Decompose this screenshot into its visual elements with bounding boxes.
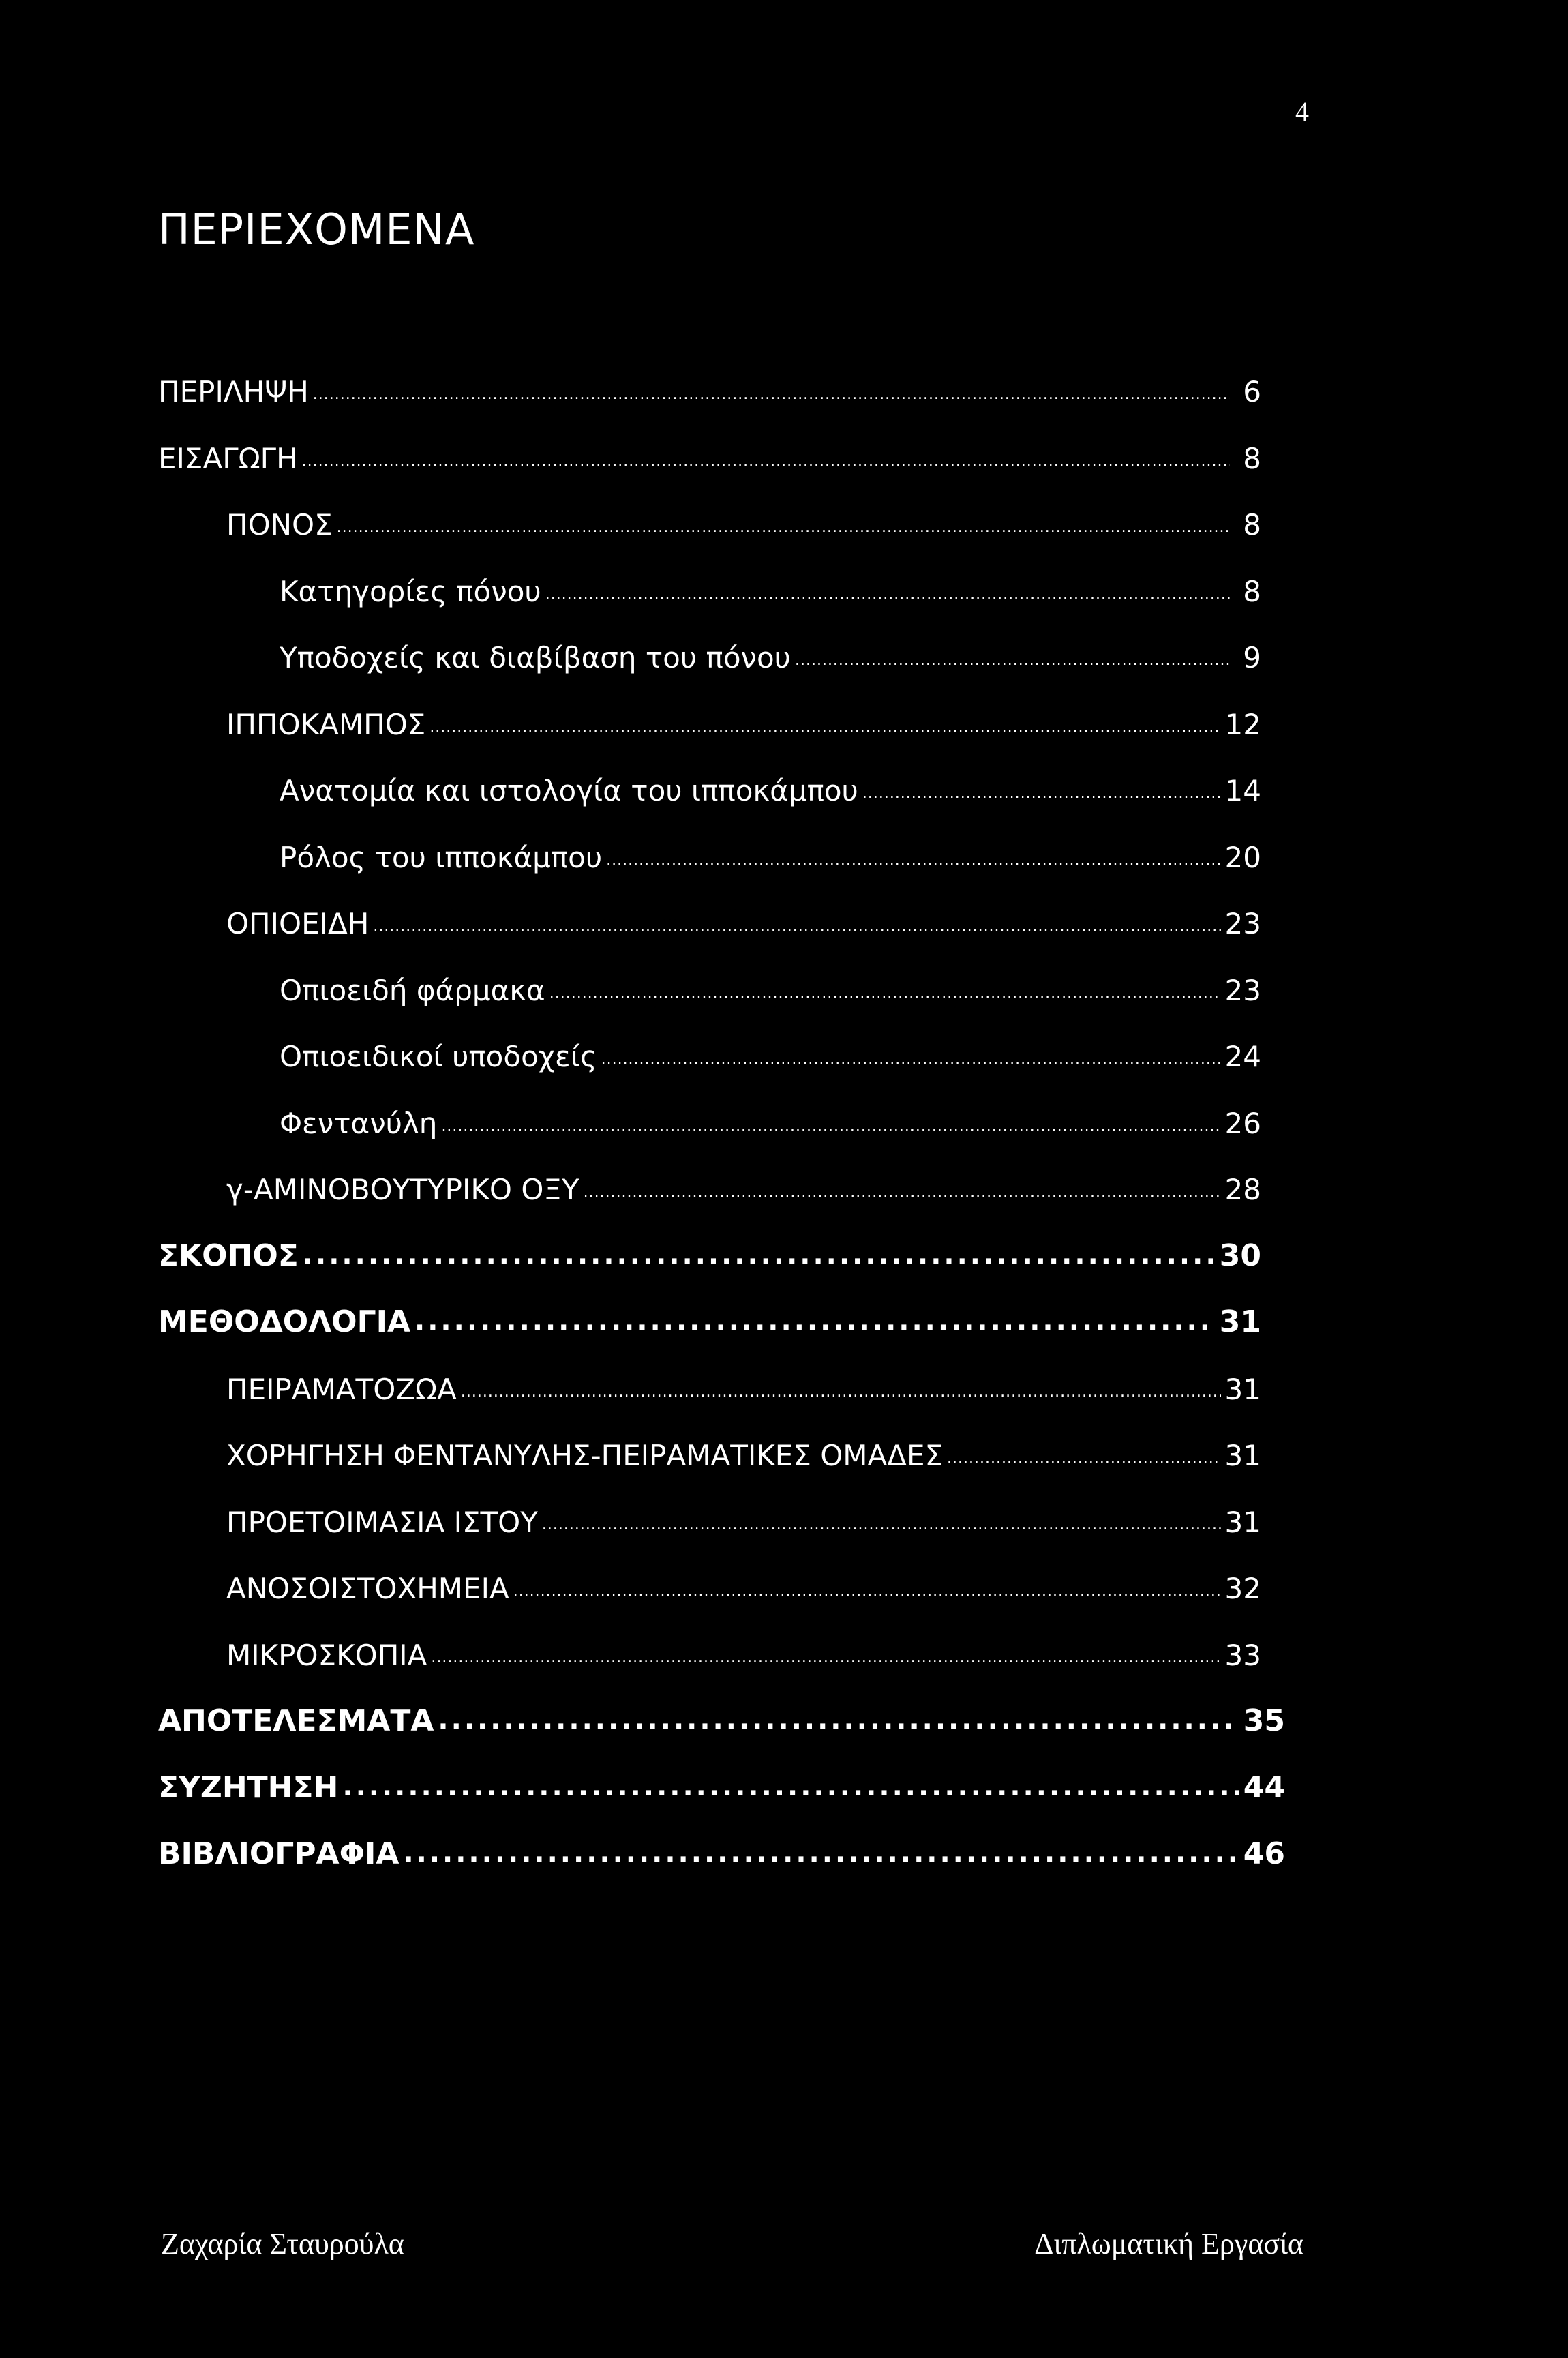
toc-leader-dots xyxy=(795,631,1230,674)
toc-entry[interactable] xyxy=(158,1296,1261,1339)
toc-entry-label: ΧΟΡΗΓΗΣΗ ΦΕΝΤΑΝΥΛΗΣ-ΠΕΙΡΑΜΑΤΙΚΕΣ ΟΜΑΔΕΣ xyxy=(226,1439,944,1472)
page-number: 4 xyxy=(1295,96,1309,127)
toc-entry-label: ΠΡΟΕΤΟΙΜΑΣΙΑ ΙΣΤΟΥ xyxy=(226,1506,538,1539)
toc-leader-dots xyxy=(545,565,1230,608)
toc-entry-label: Οπιοειδή φάρμακα xyxy=(280,974,545,1007)
toc-entry-page: 8 xyxy=(1243,575,1261,608)
toc-entry-label: Ρόλος του ιπποκάμπου xyxy=(280,841,603,874)
toc-leader-dots xyxy=(542,1495,1221,1539)
toc-entry-page: 9 xyxy=(1243,641,1261,674)
toc-leader-dots xyxy=(438,1695,1239,1738)
toc-entry[interactable] xyxy=(226,1362,1261,1406)
toc-entry[interactable] xyxy=(280,831,1261,874)
toc-entry[interactable] xyxy=(226,1562,1261,1605)
toc-entry-label: Ανατομία και ιστολογία του ιπποκάμπου xyxy=(280,774,858,807)
toc-entry-page: 8 xyxy=(1243,442,1261,475)
toc-entry[interactable] xyxy=(226,498,1261,541)
toc-entry-label: Υποδοχείς και διαβίβαση του πόνου xyxy=(280,641,791,674)
toc-leader-dots xyxy=(414,1296,1216,1339)
toc-leader-dots xyxy=(461,1362,1221,1406)
toc-entry-page: 32 xyxy=(1224,1572,1261,1605)
toc-entry-label: ΒΙΒΛΙΟΓΡΑΦΙΑ xyxy=(158,1836,399,1871)
toc-entry[interactable] xyxy=(226,1163,1261,1206)
toc-entry[interactable] xyxy=(280,631,1261,674)
toc-entry-page: 6 xyxy=(1243,375,1261,408)
toc-leader-dots xyxy=(303,1229,1216,1273)
toc-entry-label: Οπιοειδικοί υποδοχείς xyxy=(280,1040,597,1073)
toc-entry-page: 23 xyxy=(1224,974,1261,1007)
footer-document-title: Διπλωματική Εργασία xyxy=(1034,2227,1303,2260)
toc-leader-dots xyxy=(429,698,1220,741)
toc-entry-page: 20 xyxy=(1224,841,1261,874)
toc-entry[interactable] xyxy=(226,1628,1261,1672)
toc-entry-label: ΑΠΟΤΕΛΕΣΜΑΤΑ xyxy=(158,1703,434,1738)
toc-entry-label: Φεντανύλη xyxy=(280,1107,438,1140)
toc-entry-page: 35 xyxy=(1243,1703,1285,1738)
toc-entry-page: 30 xyxy=(1219,1238,1261,1273)
toc-leader-dots xyxy=(601,1030,1221,1073)
toc-entry[interactable] xyxy=(226,897,1261,940)
toc-entry[interactable] xyxy=(280,565,1261,608)
toc-leader-dots xyxy=(513,1562,1221,1605)
toc-entry-page: 26 xyxy=(1224,1107,1261,1140)
toc-entry[interactable] xyxy=(158,432,1261,475)
toc-leader-dots xyxy=(441,1096,1220,1140)
toc-entry-page: 31 xyxy=(1224,1506,1261,1539)
toc-leader-dots xyxy=(373,897,1220,940)
toc-leader-dots xyxy=(337,498,1230,541)
toc-entry-page: 31 xyxy=(1224,1439,1261,1472)
toc-entry-page: 44 xyxy=(1243,1770,1285,1805)
toc-entry-page: 12 xyxy=(1224,708,1261,741)
page-title: ΠΕΡΙΕΧΟΜΕΝΑ xyxy=(158,205,475,254)
toc-entry-page: 31 xyxy=(1224,1373,1261,1406)
toc-entry[interactable] xyxy=(226,698,1261,741)
toc-entry-page: 14 xyxy=(1224,774,1261,807)
toc-entry[interactable] xyxy=(280,764,1261,807)
toc-leader-dots xyxy=(431,1628,1220,1672)
toc-leader-dots xyxy=(342,1761,1239,1805)
toc-entry[interactable] xyxy=(280,1096,1261,1140)
toc-leader-dots xyxy=(403,1827,1239,1871)
toc-entry[interactable] xyxy=(158,365,1261,408)
toc-entry-page: 33 xyxy=(1224,1639,1261,1672)
footer-author: Ζαχαρία Σταυρούλα xyxy=(161,2227,404,2260)
toc-entry-label: ΙΠΠΟΚΑΜΠΟΣ xyxy=(226,708,426,741)
toc-entry-page: 28 xyxy=(1224,1173,1261,1206)
toc-entry[interactable] xyxy=(280,1030,1261,1073)
toc-entry-page: 24 xyxy=(1224,1040,1261,1073)
toc-leader-dots xyxy=(584,1163,1221,1206)
toc-leader-dots xyxy=(302,432,1230,475)
toc-entry-label: ΠΕΙΡΑΜΑΤΟΖΩΑ xyxy=(226,1373,457,1406)
toc-entry-label: ΣΥΖΗΤΗΣΗ xyxy=(158,1770,339,1805)
toc-leader-dots xyxy=(947,1429,1221,1472)
toc-entry[interactable] xyxy=(280,964,1261,1007)
toc-leader-dots xyxy=(606,831,1220,874)
toc-entry-label: ΑΝΟΣΟΙΣΤΟΧΗΜΕΙΑ xyxy=(226,1572,509,1605)
toc-entry[interactable] xyxy=(158,1695,1285,1738)
toc-entry-page: 46 xyxy=(1243,1836,1285,1871)
toc-entry-page: 23 xyxy=(1224,907,1261,940)
toc-entry[interactable] xyxy=(226,1495,1261,1539)
toc-entry-label: ΣΚΟΠΟΣ xyxy=(158,1238,299,1273)
toc-entry[interactable] xyxy=(226,1429,1261,1472)
toc-leader-dots xyxy=(549,964,1221,1007)
toc-entry[interactable] xyxy=(158,1229,1261,1273)
toc-entry-label: ΟΠΙΟΕΙΔΗ xyxy=(226,907,370,940)
toc-entry[interactable] xyxy=(158,1827,1285,1871)
toc-entry-page: 31 xyxy=(1219,1304,1261,1339)
toc-leader-dots xyxy=(862,764,1221,807)
toc-entry-label: ΕΙΣΑΓΩΓΗ xyxy=(158,442,298,475)
toc-entry[interactable] xyxy=(158,1761,1285,1805)
toc-entry-label: Κατηγορίες πόνου xyxy=(280,575,541,608)
toc-entry-label: ΜΕΘΟΔΟΛΟΓΙΑ xyxy=(158,1304,411,1339)
toc-entry-label: ΠΟΝΟΣ xyxy=(226,508,333,541)
toc-entry-page: 8 xyxy=(1243,508,1261,541)
toc-entry-label: ΜΙΚΡΟΣΚΟΠΙΑ xyxy=(226,1639,427,1672)
toc-entry-label: ΠΕΡΙΛΗΨΗ xyxy=(158,375,309,408)
toc-entry-label: γ-ΑΜΙΝΟΒΟΥΤΥΡΙΚΟ ΟΞΥ xyxy=(226,1173,579,1206)
toc-leader-dots xyxy=(313,365,1230,408)
